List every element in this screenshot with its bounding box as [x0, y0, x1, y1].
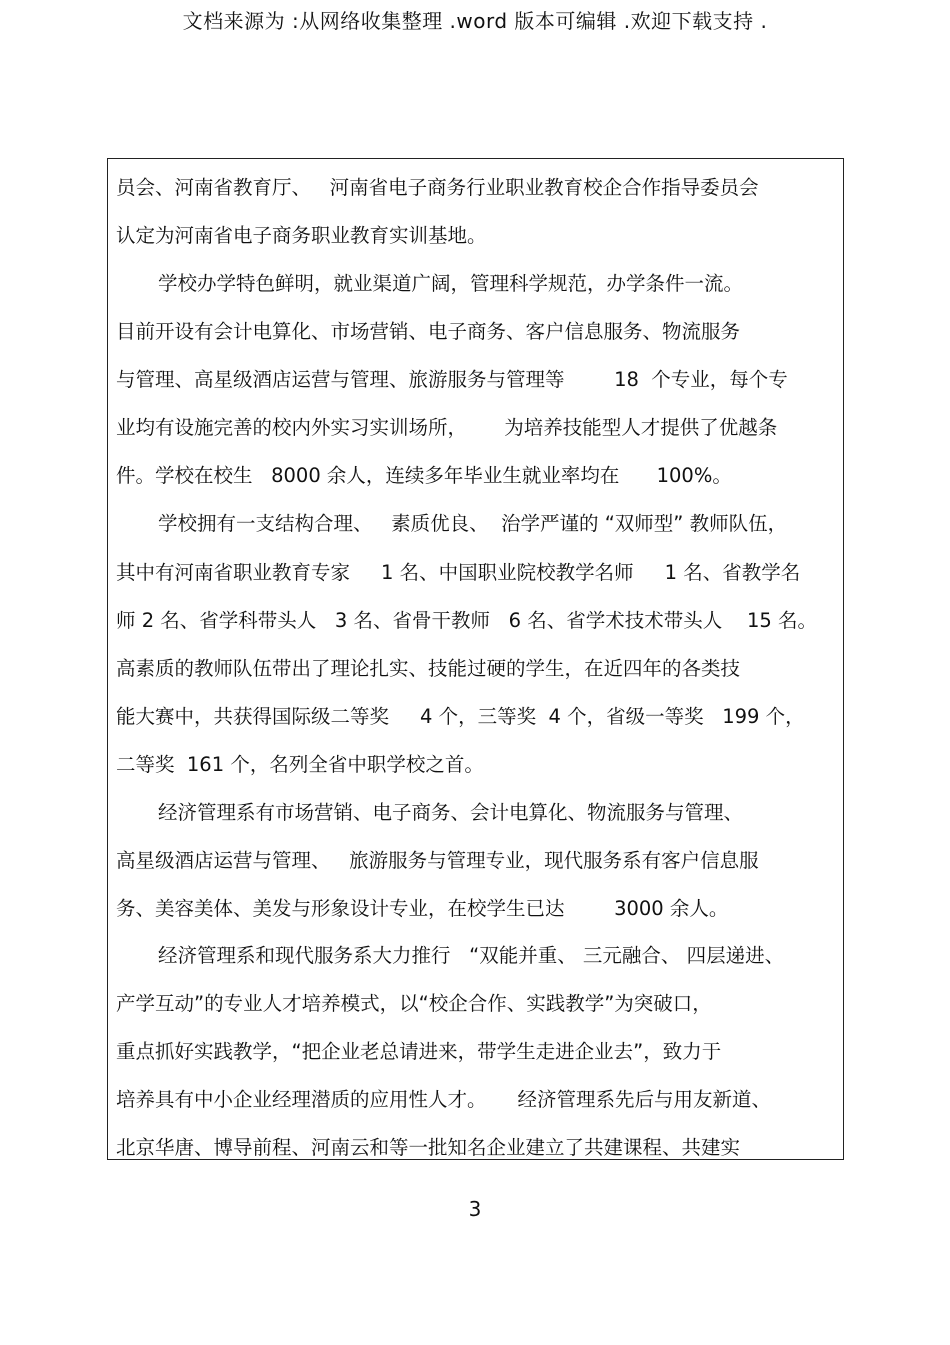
- text-line: 能大赛中，共获得国际级二等奖 4 个，三等奖 4 个，省级一等奖 199 个，: [116, 705, 805, 728]
- text-line: 北京华唐、博导前程、河南云和等一批知名企业建立了共建课程、共建实: [116, 1136, 741, 1159]
- text-line: 培养具有中小企业经理潜质的应用性人才。 经济管理系先后与用友新道、: [116, 1088, 771, 1111]
- text-line: 重点抓好实践教学，“把企业老总请进来，带学生走进企业去”，致力于: [116, 1040, 722, 1063]
- paragraph-start-line: 经济管理系和现代服务系大力推行 “双能并重、 三元融合、 四层递进、: [158, 944, 785, 967]
- text-line: 其中有河南省职业教育专家 1 名、中国职业院校教学名师 1 名、省教学名: [116, 561, 801, 584]
- text-line: 目前开设有会计电算化、市场营销、电子商务、客户信息服务、物流服务: [116, 320, 741, 343]
- text-line: 师 2 名、省学科带头人 3 名、省骨干教师 6 名、省学术技术带头人 15 名。: [116, 609, 818, 632]
- text-line: 件。学校在校生 8000 余人，连续多年毕业生就业率均在 100%。: [116, 464, 732, 487]
- page-number: 3: [468, 1197, 482, 1221]
- paragraph-start-line: 经济管理系有市场营销、电子商务、会计电算化、物流服务与管理、: [158, 801, 744, 824]
- text-line: 产学互动”的专业人才培养模式，以“校企合作、实践教学”为突破口，: [116, 992, 712, 1015]
- text-line: 高素质的教师队伍带出了理论扎实、技能过硬的学生，在近四年的各类技: [116, 657, 741, 680]
- paragraph-start-line: 学校拥有一支结构合理、 素质优良、 治学严谨的 “双师型” 教师队伍，: [158, 512, 788, 535]
- paragraph-start-line: 学校办学特色鲜明，就业渠道广阔，管理科学规范，办学条件一流。: [158, 272, 744, 295]
- text-line: 务、美容美体、美发与形象设计专业，在校学生已达 3000 余人。: [116, 897, 729, 920]
- text-line: 高星级酒店运营与管理、 旅游服务与管理专业，现代服务系有客户信息服: [116, 849, 759, 872]
- text-line: 业均有设施完善的校内外实习实训场所， 为培养技能型人才提供了优越条: [116, 416, 778, 439]
- text-line: 二等奖 161 个，名列全省中职学校之首。: [116, 753, 484, 776]
- text-line: 员会、河南省教育厅、 河南省电子商务行业职业教育校企合作指导委员会: [116, 176, 759, 199]
- text-line: 与管理、高星级酒店运营与管理、旅游服务与管理等 18 个专业，每个专: [116, 368, 788, 391]
- text-line: 认定为河南省电子商务职业教育实训基地。: [116, 224, 487, 247]
- document-source-header: 文档来源为 :从网络收集整理 .word 版本可编辑 .欢迎下载支持 .: [182, 9, 768, 33]
